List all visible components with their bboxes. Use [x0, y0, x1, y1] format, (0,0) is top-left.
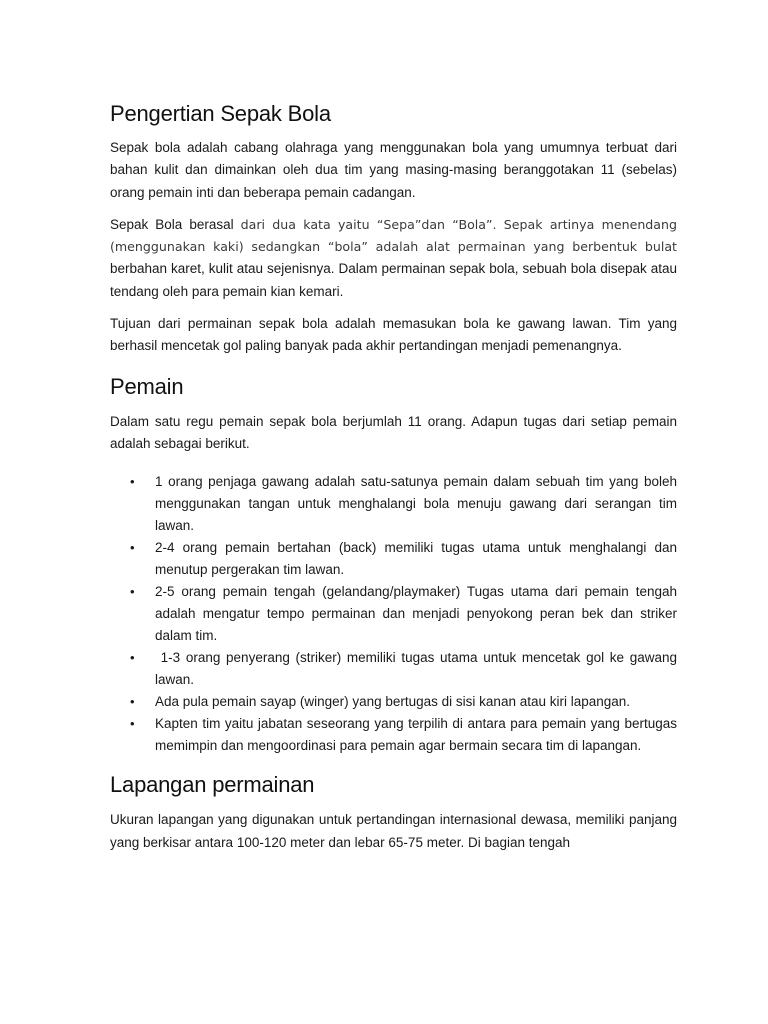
list-item-text: Kapten tim yaitu jabatan seseorang yang terpilih di antara para pemain yang bertugas memimpin dan mengoordinasi para pemain agar bermain secara tim di lapangan.	[155, 716, 677, 754]
heading-pengertian-sepak-bola: Pengertian Sepak Bola	[110, 101, 331, 126]
paragraph-origin-rest: berbahan karet, kulit atau sejenisnya. Dalam permainan sepak bola, sebuah bola disepak atau tendang oleh para pemain kian kemari.	[110, 261, 677, 299]
bullet-icon: •	[130, 716, 135, 732]
player-roles-list	[110, 471, 681, 757]
paragraph-origin-lead: Sepak Bola berasal	[110, 216, 241, 232]
bullet-icon: •	[130, 540, 135, 556]
paragraph-pemain-intro: Dalam satu regu pemain sepak bola berjumlah 11 orang. Adapun tugas dari setiap pemain adalah sebagai berikut.	[110, 413, 677, 451]
paragraph-origin-quoted: dari dua kata yaitu “Sepa”dan “Bola”. Sepak artinya menendang (menggunakan kaki) sedangkan “bola” adalah alat permainan yang berbentuk bulat	[110, 216, 677, 255]
bullet-icon: •	[130, 584, 135, 600]
list-item-text: 1-3 orang penyerang (striker) memiliki tugas utama untuk mencetak gol ke gawang lawan.	[155, 650, 681, 688]
bullet-icon: •	[130, 694, 135, 710]
list-item	[110, 581, 677, 647]
heading-lapangan-permainan: Lapangan permainan	[110, 772, 315, 798]
bullet-icon: •	[130, 650, 135, 666]
paragraph-goal: Tujuan dari permainan sepak bola adalah memasukan bola ke gawang lawan. Tim yang berhasil mencetak gol paling banyak pada akhir pertandingan menjadi pemenangnya.	[110, 316, 677, 354]
list-item	[110, 471, 677, 537]
list-item-text: Ada pula pemain sayap (winger) yang bertugas di sisi kanan atau kiri lapangan.	[155, 694, 631, 710]
bullet-icon: •	[130, 474, 135, 490]
heading-pemain: Pemain	[110, 373, 184, 399]
list-item-text: 2-4 orang pemain bertahan (back) memiliki tugas utama untuk menghalangi dan menutup pergerakan tim lawan.	[155, 540, 677, 578]
list-item-text: 2-5 orang pemain tengah (gelandang/playmaker) Tugas utama dari pemain tengah adalah mengatur tempo permainan dan menjadi penyokong peran bek dan striker dalam tim.	[155, 584, 677, 644]
paragraph-field-size: Ukuran lapangan yang digunakan untuk pertandingan internasional dewasa, memiliki panjang yang berkisar antara 100-120 meter dan lebar 65-75 meter. Di bagian tengah	[110, 812, 677, 850]
list-item	[110, 691, 677, 713]
list-item	[110, 537, 677, 581]
paragraph-definition: Sepak bola adalah cabang olahraga yang menggunakan bola yang umumnya terbuat dari bahan kulit dan dimainkan oleh dua tim yang masing-masing beranggotakan 11 (sebelas) orang pemain inti dan beberapa pemain cadangan.	[110, 140, 677, 200]
paragraph-origin	[110, 214, 677, 303]
list-item-text: 1 orang penjaga gawang adalah satu-satunya pemain dalam sebuah tim yang boleh menggunakan tangan untuk menghalangi bola menuju gawang dari serangan tim lawan.	[155, 474, 677, 534]
list-item	[110, 647, 681, 691]
document-page	[110, 99, 681, 864]
list-item	[110, 713, 677, 757]
